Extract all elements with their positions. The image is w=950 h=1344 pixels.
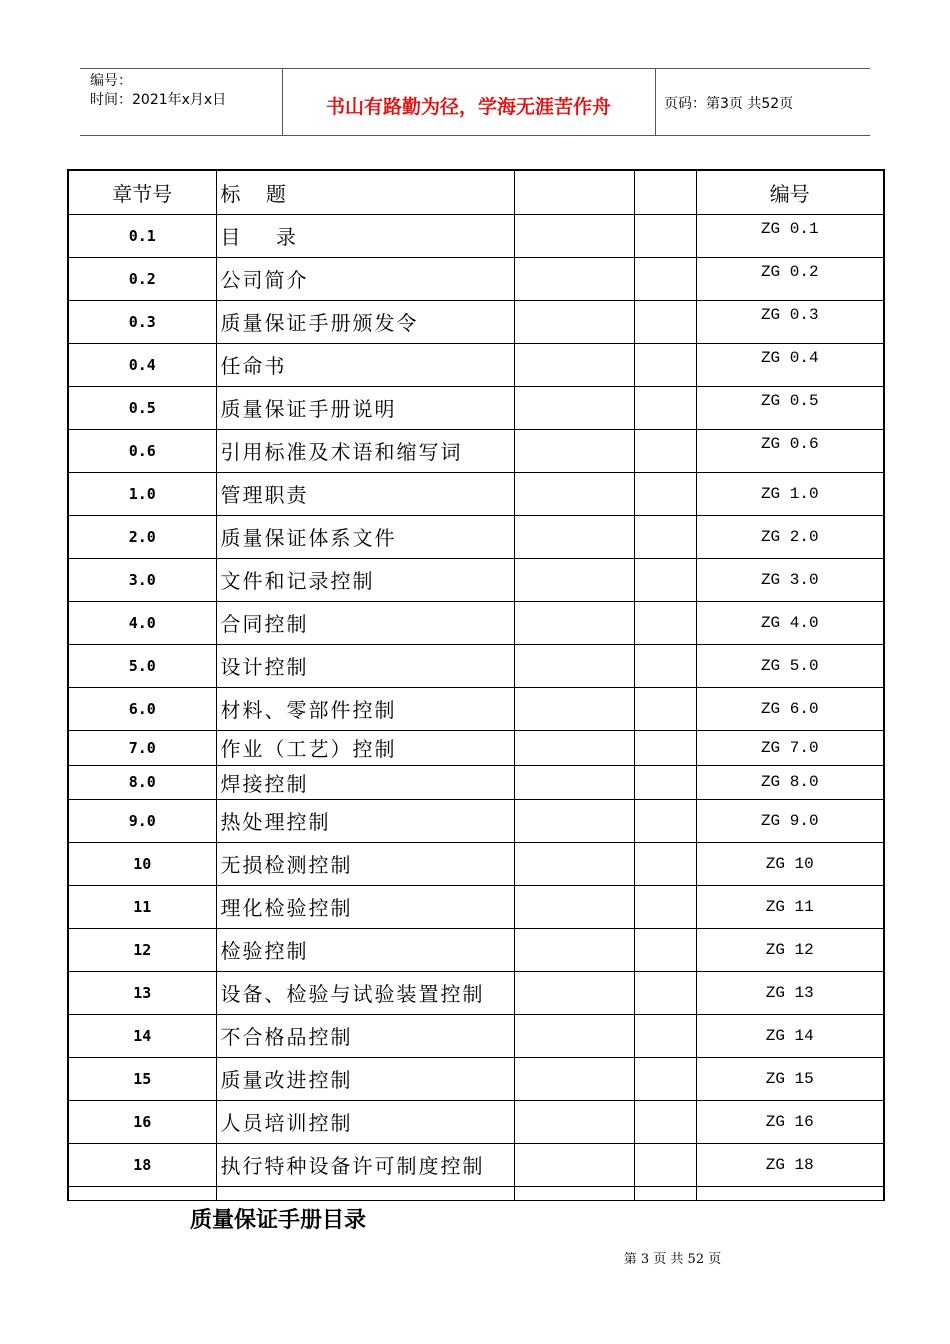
blank-cell — [634, 343, 696, 386]
blank-cell — [634, 601, 696, 644]
table-row — [68, 928, 884, 971]
table-row — [68, 687, 884, 730]
table-row — [68, 429, 884, 472]
section-code: ZG 13 — [696, 971, 884, 1014]
header-page-info: 页码：第3页 共52页 — [664, 96, 794, 112]
section-title: 理化检验控制 — [216, 885, 514, 928]
blank-cell — [514, 644, 634, 687]
section-title: 质量保证手册说明 — [216, 386, 514, 429]
section-code: ZG 0.5 — [696, 386, 884, 429]
blank-cell — [514, 601, 634, 644]
section-number: 9.0 — [68, 799, 216, 842]
blank-cell — [514, 885, 634, 928]
section-number: 18 — [68, 1143, 216, 1186]
section-code: ZG 14 — [696, 1014, 884, 1057]
section-title: 管理职责 — [216, 472, 514, 515]
section-title: 材料、零部件控制 — [216, 687, 514, 730]
section-code: ZG 5.0 — [696, 644, 884, 687]
column-header-code: 编号 — [696, 170, 884, 214]
table-row — [68, 842, 884, 885]
table-row — [68, 1143, 884, 1186]
header-bottom-rule — [80, 135, 870, 136]
section-code: ZG 8.0 — [696, 765, 884, 799]
blank-cell — [514, 1057, 634, 1100]
section-title: 质量保证体系文件 — [216, 515, 514, 558]
blank-cell — [514, 300, 634, 343]
section-number: 14 — [68, 1014, 216, 1057]
section-number: 15 — [68, 1057, 216, 1100]
blank-cell — [514, 1014, 634, 1057]
section-title: 质量改进控制 — [216, 1057, 514, 1100]
blank-cell — [696, 1186, 884, 1200]
table-row — [68, 515, 884, 558]
blank-cell — [634, 429, 696, 472]
blank-cell — [514, 687, 634, 730]
section-title: 任命书 — [216, 343, 514, 386]
table-row — [68, 558, 884, 601]
section-code: ZG 0.6 — [696, 429, 884, 472]
section-title: 执行特种设备许可制度控制 — [216, 1143, 514, 1186]
section-code: ZG 0.1 — [696, 214, 884, 257]
blank-cell — [514, 343, 634, 386]
blank-cell — [514, 799, 634, 842]
section-number: 4.0 — [68, 601, 216, 644]
section-code: ZG 12 — [696, 928, 884, 971]
column-header-blank — [634, 170, 696, 214]
section-title: 设计控制 — [216, 644, 514, 687]
section-title: 质量保证手册颁发令 — [216, 300, 514, 343]
section-number: 12 — [68, 928, 216, 971]
section-number: 6.0 — [68, 687, 216, 730]
table-row — [68, 765, 884, 799]
blank-cell — [634, 257, 696, 300]
blank-cell — [634, 1014, 696, 1057]
page-footer: 第 3 页 共 52 页 — [623, 1252, 722, 1267]
section-number: 7.0 — [68, 730, 216, 765]
blank-cell — [634, 842, 696, 885]
blank-cell — [514, 257, 634, 300]
section-number: 10 — [68, 842, 216, 885]
blank-cell — [634, 386, 696, 429]
table-row — [68, 257, 884, 300]
blank-cell — [634, 1057, 696, 1100]
blank-cell — [514, 386, 634, 429]
blank-cell — [634, 644, 696, 687]
section-code: ZG 1.0 — [696, 472, 884, 515]
section-number: 0.5 — [68, 386, 216, 429]
header-motto: 书山有路勤为径，学海无涯苦作舟 — [325, 96, 611, 118]
section-code: ZG 2.0 — [696, 515, 884, 558]
table-row — [68, 601, 884, 644]
blank-cell — [514, 515, 634, 558]
doc-number-label: 编号： — [90, 73, 132, 89]
section-number: 8.0 — [68, 765, 216, 799]
section-code: ZG 16 — [696, 1100, 884, 1143]
section-number: 2.0 — [68, 515, 216, 558]
table-row — [68, 971, 884, 1014]
table-row — [68, 472, 884, 515]
blank-cell — [634, 799, 696, 842]
blank-cell — [634, 515, 696, 558]
blank-cell — [514, 429, 634, 472]
blank-cell — [634, 730, 696, 765]
header-divider — [655, 68, 656, 136]
section-code: ZG 15 — [696, 1057, 884, 1100]
section-number: 0.4 — [68, 343, 216, 386]
blank-cell — [514, 928, 634, 971]
blank-cell — [634, 472, 696, 515]
table-row — [68, 644, 884, 687]
table-row — [68, 1100, 884, 1143]
blank-cell — [634, 687, 696, 730]
section-code: ZG 10 — [696, 842, 884, 885]
section-code: ZG 9.0 — [696, 799, 884, 842]
blank-cell — [634, 765, 696, 799]
section-title: 目 录 — [216, 214, 514, 257]
blank-cell — [514, 558, 634, 601]
blank-cell — [634, 971, 696, 1014]
table-row — [68, 730, 884, 765]
blank-cell — [514, 730, 634, 765]
section-number: 1.0 — [68, 472, 216, 515]
document-title: 质量保证手册目录 — [190, 1207, 367, 1233]
table-row — [68, 214, 884, 257]
blank-cell — [514, 971, 634, 1014]
blank-cell — [634, 1186, 696, 1200]
section-code: ZG 0.3 — [696, 300, 884, 343]
section-title: 检验控制 — [216, 928, 514, 971]
blank-cell — [634, 885, 696, 928]
section-number: 0.2 — [68, 257, 216, 300]
blank-cell — [514, 214, 634, 257]
section-number: 0.3 — [68, 300, 216, 343]
blank-cell — [634, 300, 696, 343]
section-title: 公司简介 — [216, 257, 514, 300]
section-title: 引用标准及术语和缩写词 — [216, 429, 514, 472]
blank-cell — [514, 765, 634, 799]
section-title: 无损检测控制 — [216, 842, 514, 885]
section-title: 合同控制 — [216, 601, 514, 644]
section-title: 焊接控制 — [216, 765, 514, 799]
section-number: 0.1 — [68, 214, 216, 257]
section-title: 设备、检验与试验装置控制 — [216, 971, 514, 1014]
table-end-row — [68, 1186, 884, 1200]
section-number: 11 — [68, 885, 216, 928]
blank-cell — [514, 1100, 634, 1143]
blank-cell — [514, 842, 634, 885]
section-code: ZG 18 — [696, 1143, 884, 1186]
toc-table — [67, 169, 885, 1201]
section-title: 文件和记录控制 — [216, 558, 514, 601]
table-header-row — [68, 170, 884, 214]
section-number: 5.0 — [68, 644, 216, 687]
blank-cell — [634, 928, 696, 971]
section-number: 16 — [68, 1100, 216, 1143]
blank-cell — [216, 1186, 514, 1200]
header-top-rule — [80, 68, 870, 69]
section-code: ZG 0.2 — [696, 257, 884, 300]
section-code: ZG 6.0 — [696, 687, 884, 730]
table-row — [68, 300, 884, 343]
blank-cell — [634, 1143, 696, 1186]
section-code: ZG 4.0 — [696, 601, 884, 644]
section-title: 作业（工艺）控制 — [216, 730, 514, 765]
blank-cell — [514, 1186, 634, 1200]
blank-cell — [514, 472, 634, 515]
table-row — [68, 386, 884, 429]
table-row — [68, 343, 884, 386]
section-title: 人员培训控制 — [216, 1100, 514, 1143]
section-number: 0.6 — [68, 429, 216, 472]
blank-cell — [634, 1100, 696, 1143]
section-code: ZG 0.4 — [696, 343, 884, 386]
doc-date-label: 时间：2021年x月x日 — [90, 92, 227, 108]
section-number: 13 — [68, 971, 216, 1014]
section-code: ZG 11 — [696, 885, 884, 928]
table-row — [68, 885, 884, 928]
blank-cell — [634, 558, 696, 601]
blank-cell — [514, 1143, 634, 1186]
column-header-title: 标 题 — [216, 170, 514, 214]
section-code: ZG 7.0 — [696, 730, 884, 765]
section-title: 不合格品控制 — [216, 1014, 514, 1057]
table-row — [68, 1057, 884, 1100]
column-header-section-no: 章节号 — [68, 170, 216, 214]
section-code: ZG 3.0 — [696, 558, 884, 601]
table-row — [68, 799, 884, 842]
column-header-blank — [514, 170, 634, 214]
section-number: 3.0 — [68, 558, 216, 601]
blank-cell — [68, 1186, 216, 1200]
table-row — [68, 1014, 884, 1057]
section-title: 热处理控制 — [216, 799, 514, 842]
blank-cell — [634, 214, 696, 257]
